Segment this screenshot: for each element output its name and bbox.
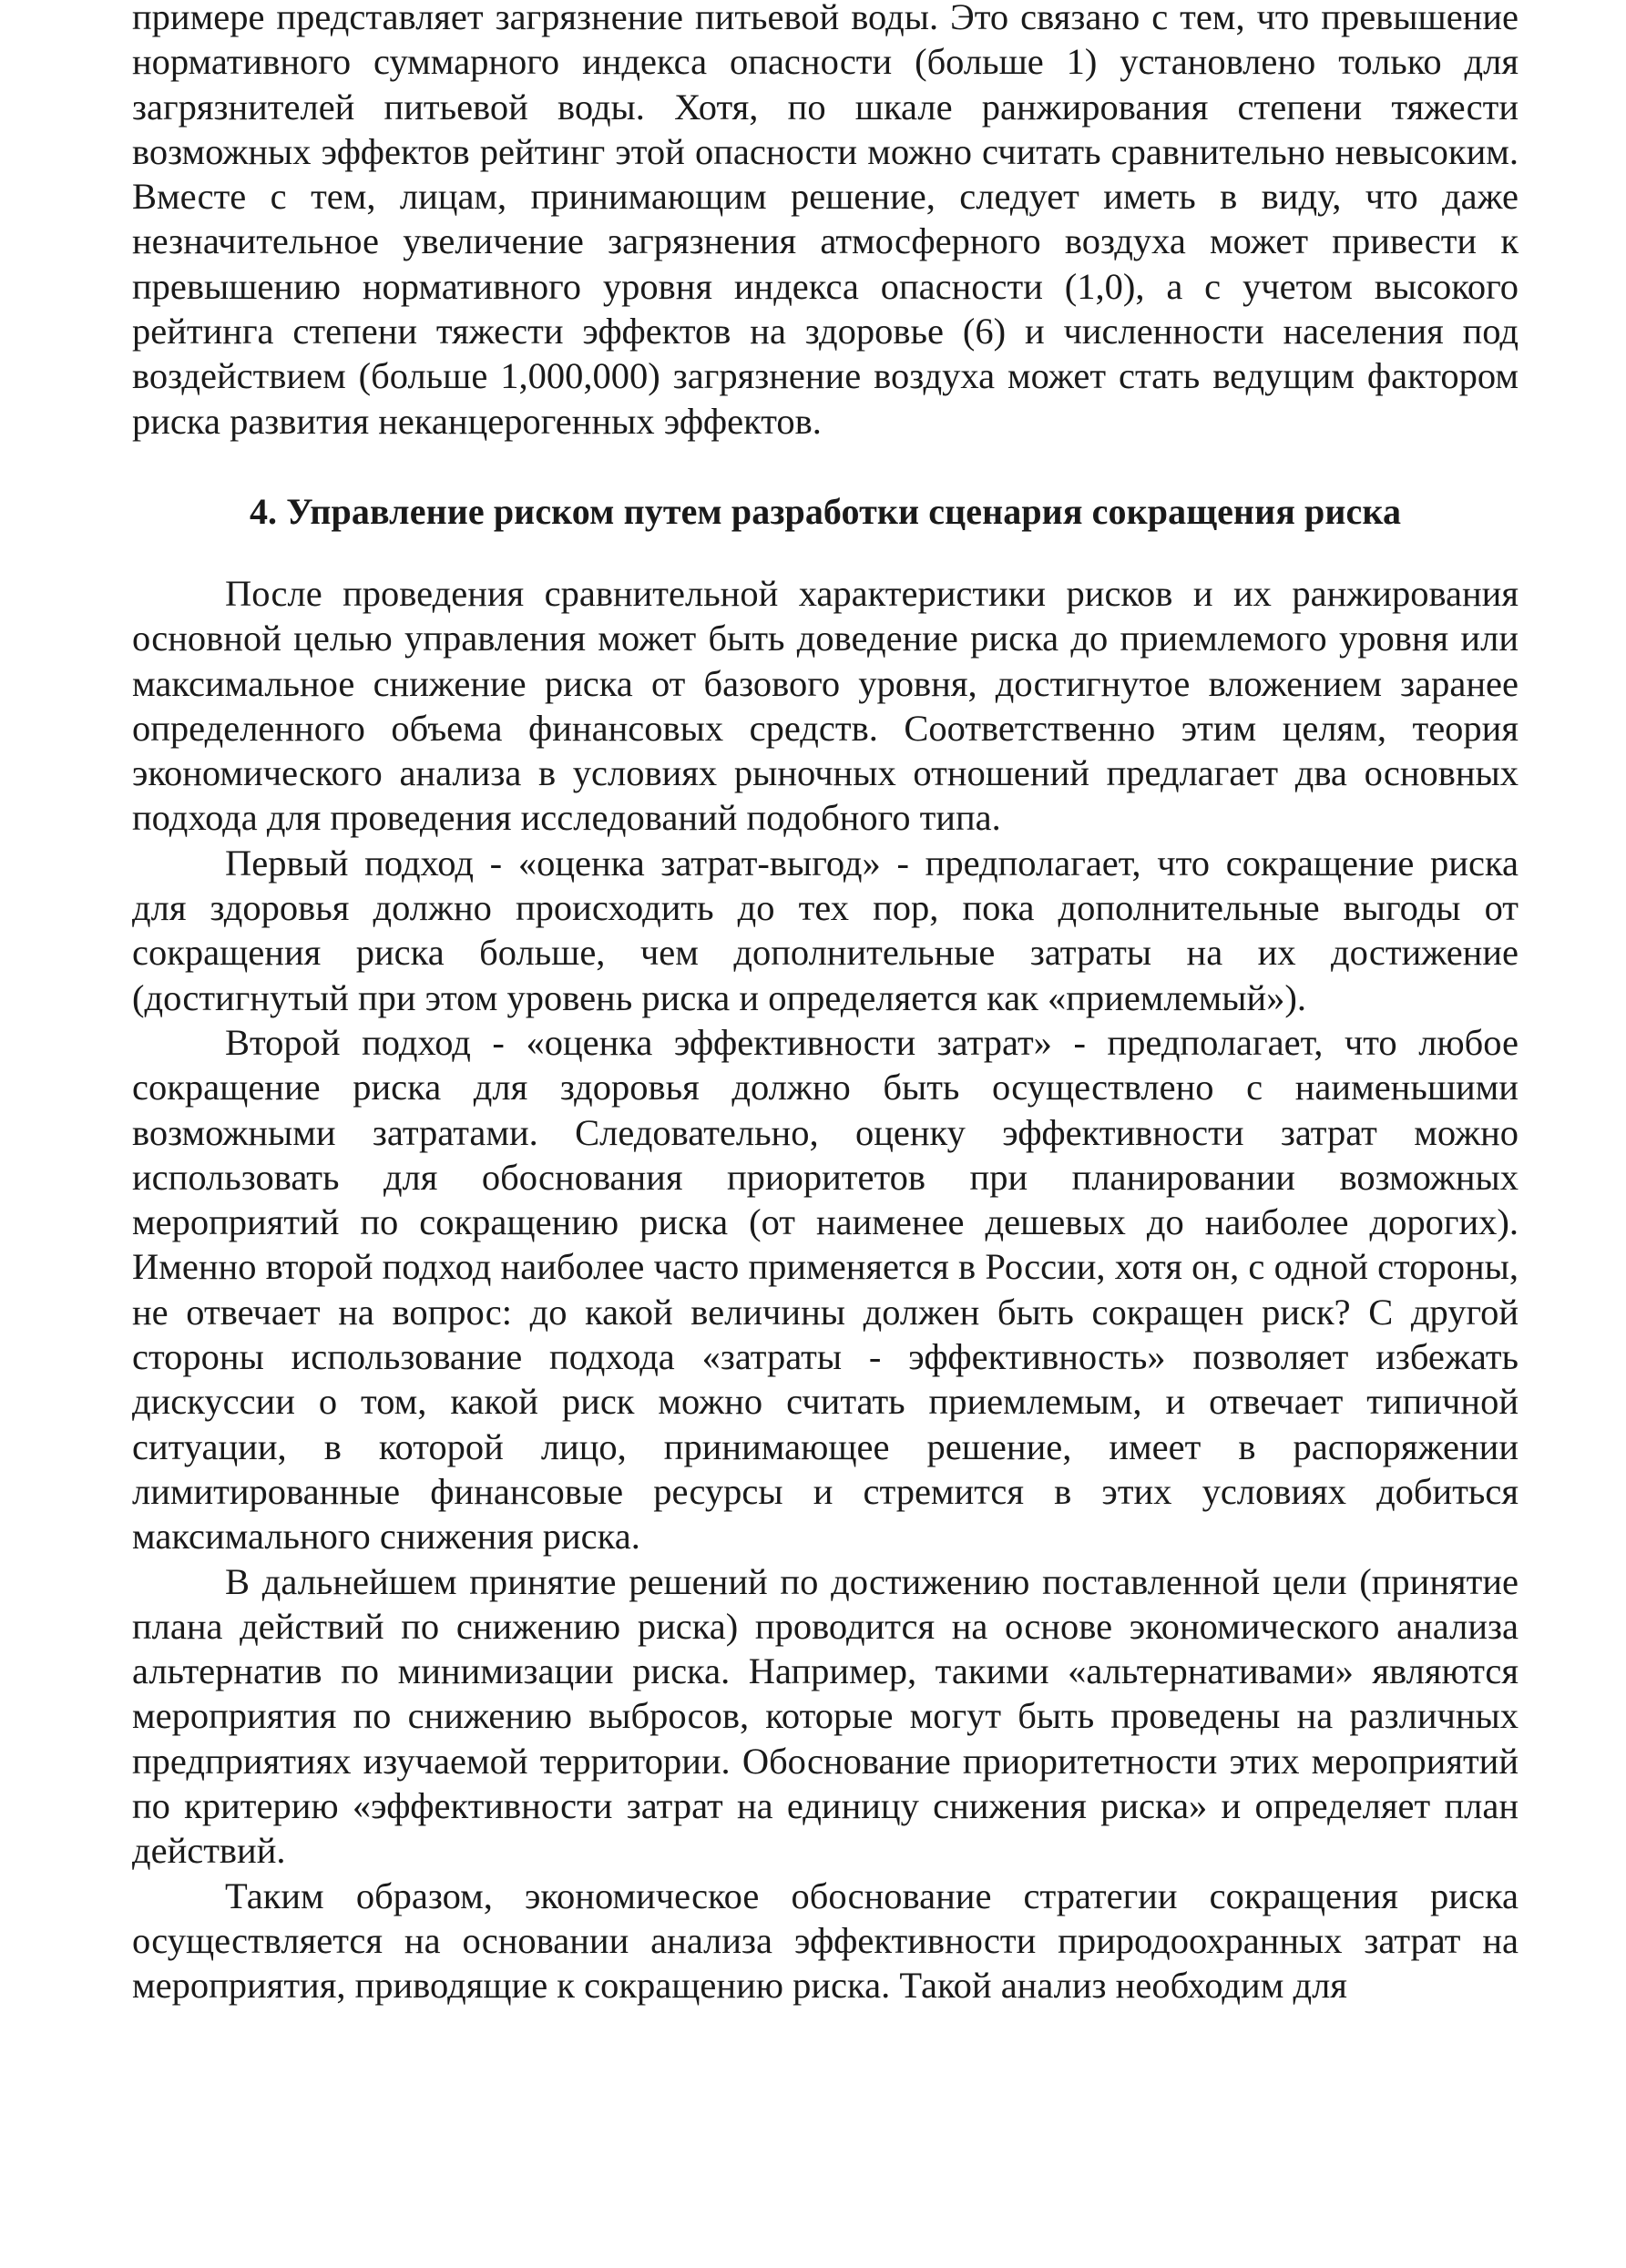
paragraph-continuation: примере представляет загрязнение питьевой воды. Это связано с тем, что превышение нормативного суммарного индекса опасности (больше 1) установлено только для загрязнителей питьевой воды. Хотя, по шкале ранжирования степени тяжести возможных эффектов рейтинг этой опасности можно считать сравнительно невысоким. Вместе с тем, лицам, принимающим решение, следует иметь в виду, что даже незначительное увеличение загрязнения атмосферного воздуха может привести к превышению нормативного уровня индекса опасности (1,0), а с учетом высокого рейтинга степени тяжести эффектов на здоровье (6) и численности населения под воздействием (больше 1,000,000) загрязнение воздуха может стать ведущим фактором риска развития неканцерогенных эффектов. [132, 0, 1519, 442]
section-heading: 4. Управление риском путем разработки сценария сокращения риска [249, 490, 1402, 532]
paragraph-alternatives: В дальнейшем принятие решений по достижению поставленной цели (принятие плана действий по снижению риска) проводится на основе экономического анализа альтернатив по минимизации риска. Например, такими «альтернативами» являются мероприятия по снижению выбросов, которые могут быть проведены на различных предприятиях изучаемой территории. Обоснование приоритетности этих мероприятий по критерию «эффективности затрат на единицу снижения риска» и определяет план действий. [132, 1560, 1519, 1872]
paragraph-economic-justification: Таким образом, экономическое обоснование стратегии сокращения риска осуществляется на основании анализа эффективности природоохранных затрат на мероприятия, приводящие к сокращению риска. Такой анализ необходим для [132, 1875, 1519, 2007]
document-body [132, 0, 1519, 2007]
paragraph-cost-effectiveness: Второй подход - «оценка эффективности затрат» - предполагает, что любое сокращение риска для здоровья должно быть осуществлено с наименьшими возможными затратами. Следовательно, оценку эффективности затрат можно использовать для обоснования приоритетов при планировании возможных мероприятий по сокращению риска (от наименее дешевых до наиболее дорогих). Именно второй подход наиболее часто применяется в России, хотя он, с одной стороны, не отвечает на вопрос: до какой величины должен быть сокращен риск? С другой стороны использование подхода «затраты - эффективность» позволяет избежать дискуссии о том, какой риск можно считать приемлемым, и отвечает типичной ситуации, в которой лицо, принимающее решение, имеет в распоряжении лимитированные финансовые ресурсы и стремится в этих условиях добиться максимального снижения риска. [132, 1021, 1519, 1558]
paragraph-cost-benefit: Первый подход - «оценка затрат-выгод» - предполагает, что сокращение риска для здоровья должно происходить до тех пор, пока дополнительные выгоды от сокращения риска больше, чем дополнительные затраты на их достижение (достигнутый при этом уровень риска и определяется как «приемлемый»). [132, 842, 1519, 1018]
paragraph-risk-goals: После проведения сравнительной характеристики рисков и их ранжирования основной целью управления может быть доведение риска до приемлемого уровня или максимальное снижение риска от базового уровня, достигнутое вложением заранее определенного объема финансовых средств. Соответственно этим целям, теория экономического анализа в условиях рыночных отношений предлагает два основных подхода для проведения исследований подобного типа. [132, 572, 1519, 839]
